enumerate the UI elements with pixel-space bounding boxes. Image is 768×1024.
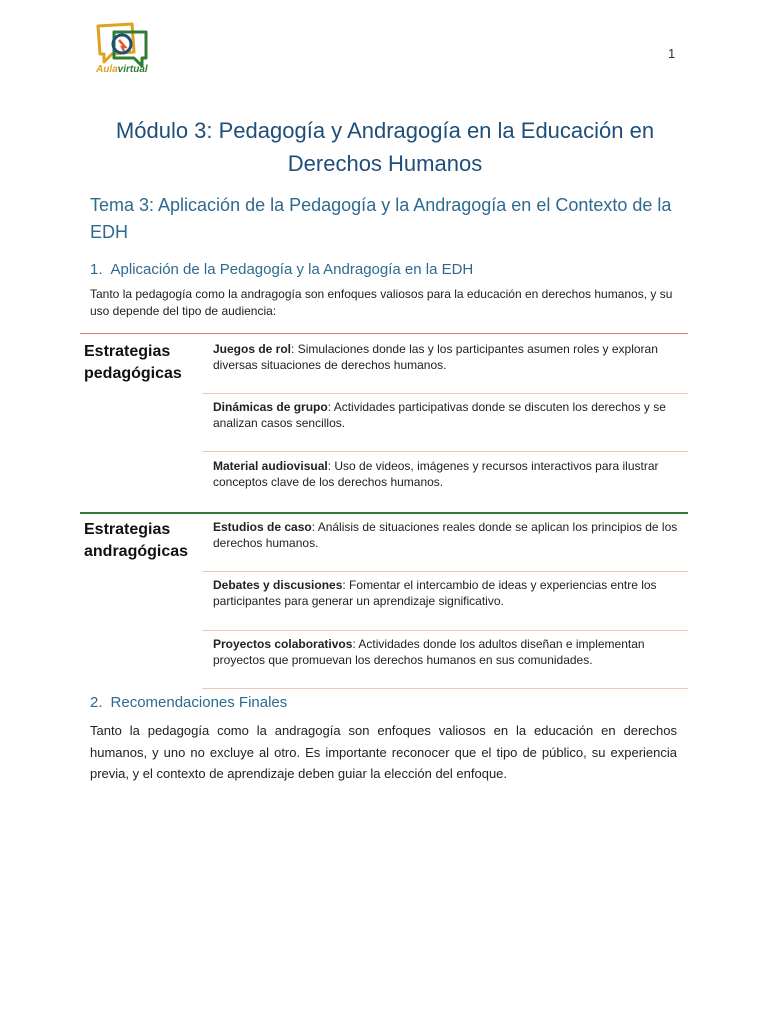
logo-wordmark [96, 64, 148, 75]
strategy-label-andragogical: Estrategias andragógicas [84, 521, 189, 560]
section-2-title: Recomendaciones Finales [110, 694, 288, 711]
item-divider [202, 688, 688, 689]
item-text: : Actividades participativas donde se discuten los derechos y se analizan casos sencillos. [213, 400, 666, 430]
section-1-intro: Tanto la pedagogía como la andragogía son enfoques valiosos para la educación en derechos humanos, y su uso depende del tipo de audiencia: [90, 287, 673, 318]
item-term: Debates y discusiones [213, 578, 343, 592]
strategy-label-pedagogical: Estrategias pedagógicas [84, 343, 182, 382]
strategy-divider [80, 512, 688, 514]
page-number: 1 [668, 46, 676, 61]
item-text: : Simulaciones donde las y los participantes asumen roles y exploran diversas situaciones de derechos humanos. [213, 342, 658, 372]
item-text: : Uso de videos, imágenes y recursos interactivos para ilustrar conceptos clave de los derechos humanos. [213, 459, 659, 489]
section-1-title: Aplicación de la Pedagogía y la Andragogía en la EDH [110, 261, 474, 278]
item-text: : Análisis de situaciones reales donde se aplican los principios de los derechos humanos. [213, 520, 678, 550]
item-term: Proyectos colaborativos [213, 637, 353, 651]
strategy-item [213, 399, 685, 431]
strategy-item [213, 341, 685, 373]
document-title: Módulo 3: Pedagogía y Andragogía en la Educación en Derechos Humanos [115, 118, 655, 176]
logo-text-aula: Aula [96, 64, 118, 75]
item-text: : Actividades donde los adultos diseñan e implementan proyectos que promuevan los derechos humanos en sus comunidades. [213, 637, 645, 667]
section-1-number: 1. [90, 261, 103, 278]
item-text: : Fomentar el intercambio de ideas y experiencias entre los participantes para generar un aprendizaje significativo. [213, 578, 657, 608]
item-divider [202, 571, 688, 572]
strategy-item [213, 458, 685, 490]
strategy-item [213, 577, 685, 609]
item-term: Dinámicas de grupo [213, 400, 328, 414]
section-2-heading [90, 694, 287, 711]
section-2-body: Tanto la pedagogía como la andragogía son enfoques valiosos en la educación en derechos humanos, y uno no excluye al otro. Es importante reconocer que el tipo de público, su experiencia previa, y el contexto de aprendizaje deben guiar la elección del enfoque. [90, 723, 677, 781]
topic-subtitle: Tema 3: Aplicación de la Pedagogía y la Andragogía en el Contexto de la EDH [90, 195, 672, 242]
section-2-number: 2. [90, 694, 103, 711]
item-term: Juegos de rol [213, 342, 292, 356]
strategy-divider [80, 333, 688, 334]
item-term: Material audiovisual [213, 459, 328, 473]
section-1-heading [90, 261, 473, 278]
strategy-item [213, 636, 685, 668]
logo-text-virtual: virtual [117, 64, 148, 75]
item-divider [202, 393, 688, 394]
item-divider [202, 451, 688, 452]
item-term: Estudios de caso [213, 520, 312, 534]
item-divider [202, 630, 688, 631]
strategy-item [213, 519, 685, 551]
